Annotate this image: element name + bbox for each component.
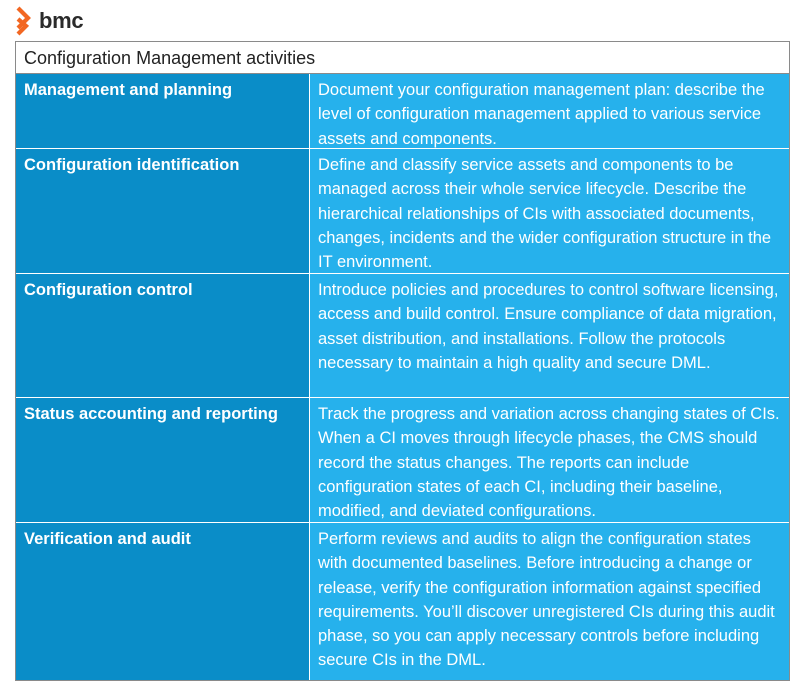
activity-description: Introduce policies and procedures to control software licensing, access and build control. Ensure compliance of data migration, asset distribution, and installations. Follow the protocols necessary to maintain a high quality and secure DML. (310, 274, 789, 397)
activity-name: Verification and audit (16, 523, 310, 680)
table-row (16, 149, 789, 274)
logo-wordmark: bmc (39, 8, 84, 33)
table-row (16, 398, 789, 523)
activity-description: Perform reviews and audits to align the configuration states with documented baselines. Before introducing a change or release, verify the configuration information against specified requirements. You’ll discover unregistered CIs during this audit phase, so you can apply necessary controls before including secure CIs in the DML. (310, 523, 789, 680)
activity-name: Configuration identification (16, 149, 310, 273)
activity-name: Status accounting and reporting (16, 398, 310, 522)
activity-description: Document your configuration management plan: describe the level of configuration management applied to various service assets and components. (310, 74, 789, 148)
activity-name: Management and planning (16, 74, 310, 148)
table-title: Configuration Management activities (16, 42, 789, 74)
table-row (16, 523, 789, 680)
activity-description: Track the progress and variation across changing states of CIs. When a CI moves through lifecycle phases, the CMS should record the status changes. The reports can include configuration states of each CI, including their baseline, modified, and deviated configurations. (310, 398, 789, 522)
configuration-activities-table (15, 41, 790, 681)
table-row (16, 274, 789, 398)
table-row (16, 74, 789, 149)
bmc-logo (14, 5, 83, 37)
bmc-logo-icon (14, 6, 34, 36)
activity-name: Configuration control (16, 274, 310, 397)
activity-description: Define and classify service assets and components to be managed across their whole service lifecycle. Describe the hierarchical relationships of CIs with associated documents, changes, incidents and the wider configuration structure in the IT environment. (310, 149, 789, 273)
